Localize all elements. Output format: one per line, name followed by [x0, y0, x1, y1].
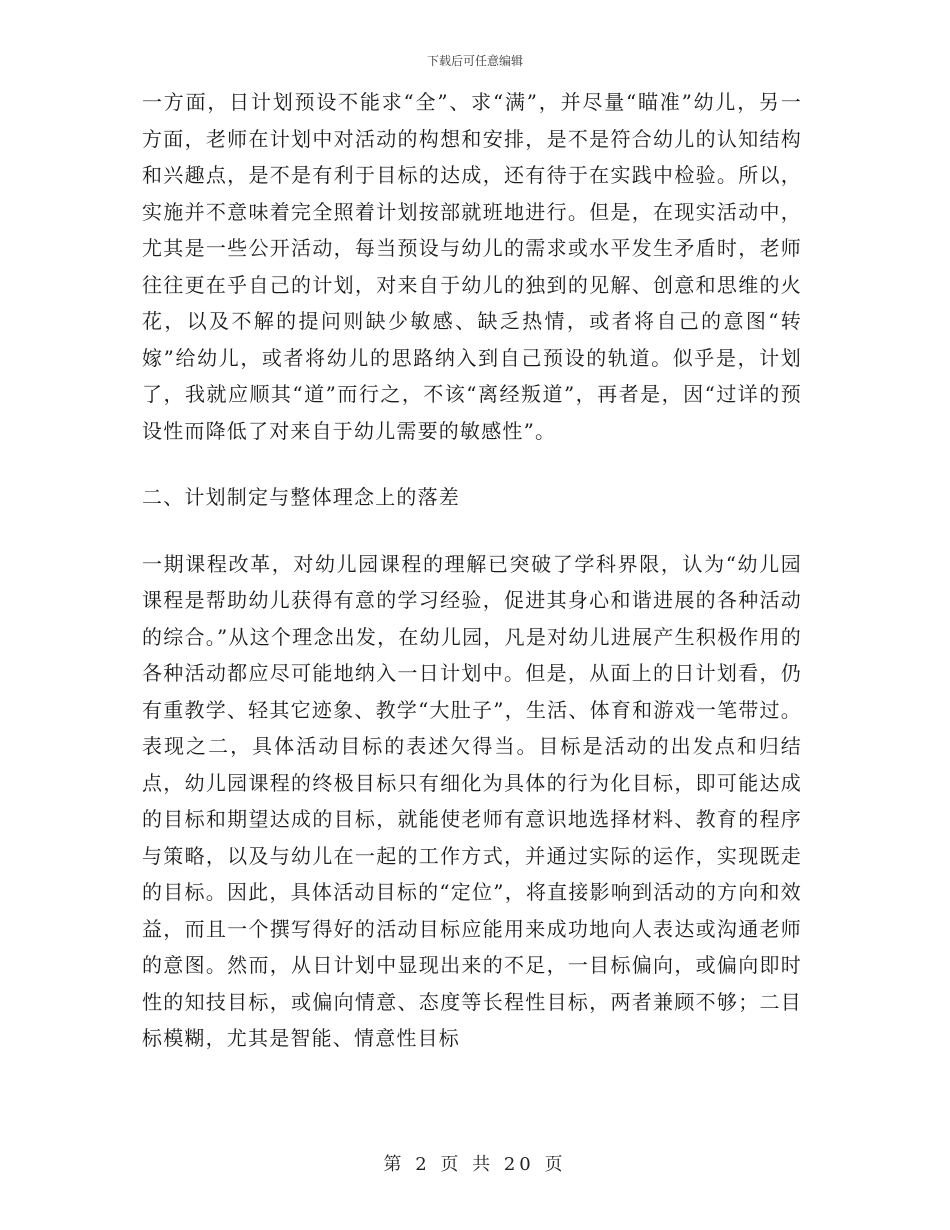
paragraph-1: 一方面，日计划预设不能求“全”、求“满”，并尽量“瞄准”幼儿，另一方面，老师在计划中对活动的构想和安排，是不是符合幼儿的认知结构和兴趣点，是不是有利于目标的达成，还有待于在实践中检验。所以，实施并不意味着完全照着计划按部就班地进行。但是，在现实活动中，尤其是一些公开活动，每当预设与幼儿的需求或水平发生矛盾时，老师往往更在乎自己的计划，对来自于幼儿的独到的见解、创意和思维的火花，以及不解的提问则缺少敏感、缺乏热情，或者将自己的意图“转嫁”给幼儿，或者将幼儿的思路纳入到自己预设的轨道。似乎是，计划了，我就应顺其“道”而行之，不该“离经叛道”，再者是，因“过详的预设性而降低了对来自于幼儿需要的敏感性”。: [142, 90, 802, 443]
page-number-footer: 第 2 页 共 20 页: [383, 1154, 567, 1175]
header-note: 下载后可任意编辑: [426, 54, 523, 68]
section-heading: 二、计划制定与整体理念上的落差: [142, 485, 460, 509]
paragraph-2: 一期课程改革，对幼儿园课程的理解已突破了学科界限，认为“幼儿园课程是帮助幼儿获得有意的学习经验，促进其身心和谐进展的各种活动的综合。”从这个理念出发，在幼儿园，凡是对幼儿进展产生积极作用的各种活动都应尽可能地纳入一日计划中。但是，从面上的日计划看，仍有重教学、轻其它迹象、教学“大肚子”，生活、体育和游戏一笔带过。表现之二，具体活动目标的表述欠得当。目标是活动的出发点和归结点，幼儿园课程的终极目标只有细化为具体的行为化目标，即可能达成的目标和期望达成的目标，就能使老师有意识地选择材料、教育的程序与策略，以及与幼儿在一起的工作方式，并通过实际的运作，实现既走的目标。因此，具体活动目标的“定位”，将直接影响到活动的方向和效益，而且一个撰写得好的活动目标应能用来成功地向人表达或沟通老师的意图。然而，从日计划中显现出来的不足，一目标偏向，或偏向即时性的知技目标，或偏向情意、态度等长程性目标，两者兼顾不够；二目标模糊，尤其是智能、情意性目标: [142, 551, 802, 1050]
document-body: [142, 84, 802, 1057]
